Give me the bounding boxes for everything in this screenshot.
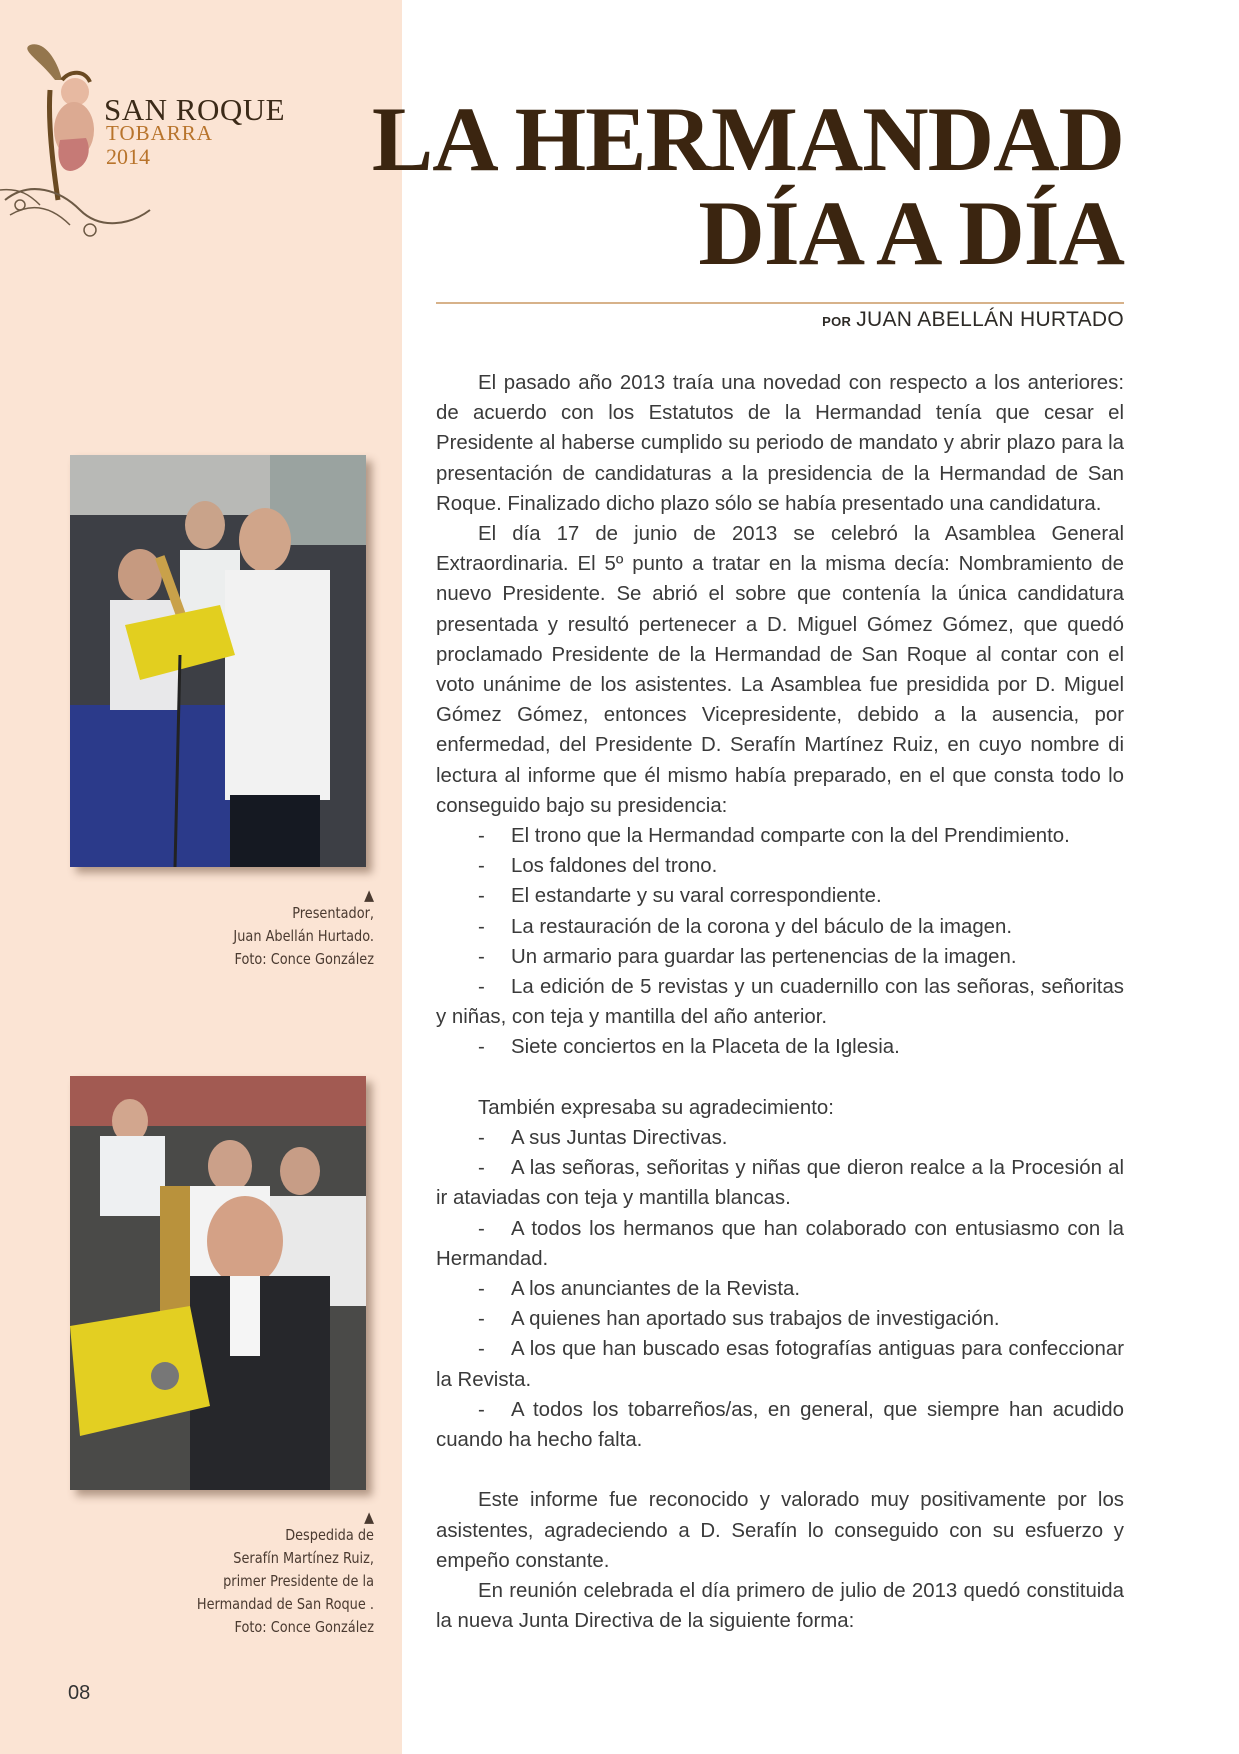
byline-prefix: POR	[822, 314, 852, 329]
list-item	[436, 881, 1124, 911]
photo-caption-presenter	[82, 888, 374, 971]
paragraph: También expresaba su agradecimiento:	[478, 1096, 834, 1119]
list-marker: -	[478, 1338, 485, 1361]
logo-year: 2014	[106, 144, 150, 169]
farewell-photo-image	[70, 1076, 366, 1490]
caret-up-icon: ▲	[364, 1508, 374, 1526]
photo-presenter	[70, 455, 366, 867]
list-item-text: A los que han buscado esas fotografías antiguas para confeccionar la Revista.	[436, 1338, 1124, 1391]
list-marker: -	[478, 1127, 485, 1150]
caption-line: Juan Abellán Hurtado.	[233, 927, 374, 945]
list-item-text: A todos los tobarreños/as, en general, que siempre han acudido cuando ha hecho falta.	[436, 1398, 1124, 1452]
list-item-text: Siete conciertos en la Placeta de la Iglesia.	[511, 1036, 900, 1059]
title-divider	[436, 302, 1124, 304]
list-item-text: Los faldones del trono.	[511, 855, 718, 878]
list-item	[436, 851, 1124, 881]
paragraph: El pasado año 2013 traía una novedad con respecto a los anteriores: de acuerdo con los Estatutos de la Hermandad tenía que cesar el Presidente al haberse cumplido su periodo de mandato y abrir plazo para la presentación de candidaturas a la presidencia de la Hermandad de San Roque. Finalizado dicho plazo sólo se había presentado una candidatura.	[436, 372, 1124, 515]
caption-line: primer Presidente de la	[223, 1572, 374, 1590]
caption-line: Hermandad de San Roque .	[196, 1595, 374, 1613]
byline-author: JUAN ABELLÁN HURTADO	[856, 308, 1124, 331]
list-marker: -	[478, 1278, 485, 1301]
caption-line: Foto: Conce González	[234, 1618, 374, 1636]
list-item	[436, 1123, 1124, 1153]
list-item	[436, 1032, 1124, 1062]
list-item	[436, 821, 1124, 851]
list-item	[436, 972, 1124, 1032]
title-line: LA HERMANDAD	[371, 88, 1124, 190]
list-marker: -	[478, 855, 485, 878]
list-marker: -	[478, 885, 485, 908]
logo-subtitle: TOBARRA	[106, 121, 213, 145]
list-marker: -	[478, 945, 485, 968]
list-marker: -	[478, 915, 485, 938]
paragraph: Este informe fue reconocido y valorado muy positivamente por los asistentes, agradeciendo a D. Serafín lo conseguido con su esfuerzo y empeño constante.	[436, 1489, 1124, 1572]
list-item	[436, 1334, 1124, 1394]
article-title	[371, 88, 1124, 284]
caption-line: Serafín Martínez Ruiz,	[233, 1549, 374, 1567]
list-marker: -	[478, 1157, 485, 1180]
byline	[822, 308, 1124, 332]
list-item	[436, 1153, 1124, 1213]
thanks-list	[436, 1123, 1124, 1455]
list-item-text: A quienes han aportado sus trabajos de investigación.	[511, 1308, 1000, 1331]
caption-line: Despedida de	[285, 1526, 374, 1544]
article-body	[436, 368, 1124, 1637]
list-item	[436, 1274, 1124, 1304]
logo-title: SAN ROQUE	[104, 92, 286, 127]
caption-line: Foto: Conce González	[234, 950, 374, 968]
presenter-photo-image	[70, 455, 366, 867]
sidebar-panel	[0, 0, 402, 1754]
list-item	[436, 912, 1124, 942]
san-roque-logo	[0, 40, 300, 250]
list-item-text: El trono que la Hermandad comparte con la del Prendimiento.	[511, 825, 1070, 848]
spacer	[436, 1063, 1124, 1093]
photo-caption-farewell	[82, 1510, 374, 1639]
caption-line: Presentador,	[292, 904, 374, 922]
paragraph: El día 17 de junio de 2013 se celebró la Asamblea General Extraordinaria. El 5º punto a tratar en la misma decía: Nombramiento de nuevo Presidente. Se abrió el sobre que contenía la única candidatura presentada y resultó pertenecer a D. Miguel Gómez Gómez, que quedó proclamado Presidente de la Hermandad de San Roque al contar con el voto unánime de los asistentes. La Asamblea fue presidida por D. Miguel Gómez Gómez, entonces Vicepresidente, debido a la ausencia, por enfermedad, del Presidente D. Serafín Martínez Ruiz, en cuyo nombre di lectura al informe que él mismo había preparado, en el que consta todo lo conseguido bajo su presidencia:	[436, 523, 1124, 817]
caret-up-icon: ▲	[364, 886, 374, 904]
list-marker: -	[478, 1308, 485, 1331]
list-marker: -	[478, 976, 485, 999]
list-marker: -	[478, 825, 485, 848]
list-item	[436, 1214, 1124, 1274]
list-item-text: A sus Juntas Directivas.	[511, 1127, 728, 1150]
paragraph: En reunión celebrada el día primero de julio de 2013 quedó constituida la nueva Junta Directiva de la siguiente forma:	[436, 1580, 1124, 1633]
list-item-text: Un armario para guardar las pertenencias de la imagen.	[511, 945, 1017, 968]
list-item	[436, 1304, 1124, 1334]
list-item	[436, 1395, 1124, 1455]
spacer	[436, 1455, 1124, 1485]
title-line: DÍA A DÍA	[698, 182, 1124, 284]
list-marker: -	[478, 1398, 485, 1421]
list-marker: -	[478, 1217, 485, 1240]
achievements-list	[436, 821, 1124, 1063]
list-item-text: La restauración de la corona y del báculo de la imagen.	[511, 915, 1013, 938]
page-number: 08	[68, 1682, 91, 1704]
list-marker: -	[478, 1036, 485, 1059]
list-item-text: El estandarte y su varal correspondiente.	[511, 885, 882, 908]
list-item-text: La edición de 5 revistas y un cuadernillo con las señoras, señoritas y niñas, con teja y mantilla del año anterior.	[436, 976, 1124, 1029]
list-item-text: A las señoras, señoritas y niñas que dieron realce a la Procesión al ir ataviadas con teja y mantilla blancas.	[436, 1157, 1124, 1210]
list-item-text: A todos los hermanos que han colaborado con entusiasmo con la Hermandad.	[436, 1217, 1124, 1270]
list-item-text: A los anunciantes de la Revista.	[511, 1278, 801, 1301]
photo-farewell	[70, 1076, 366, 1490]
list-item	[436, 942, 1124, 972]
